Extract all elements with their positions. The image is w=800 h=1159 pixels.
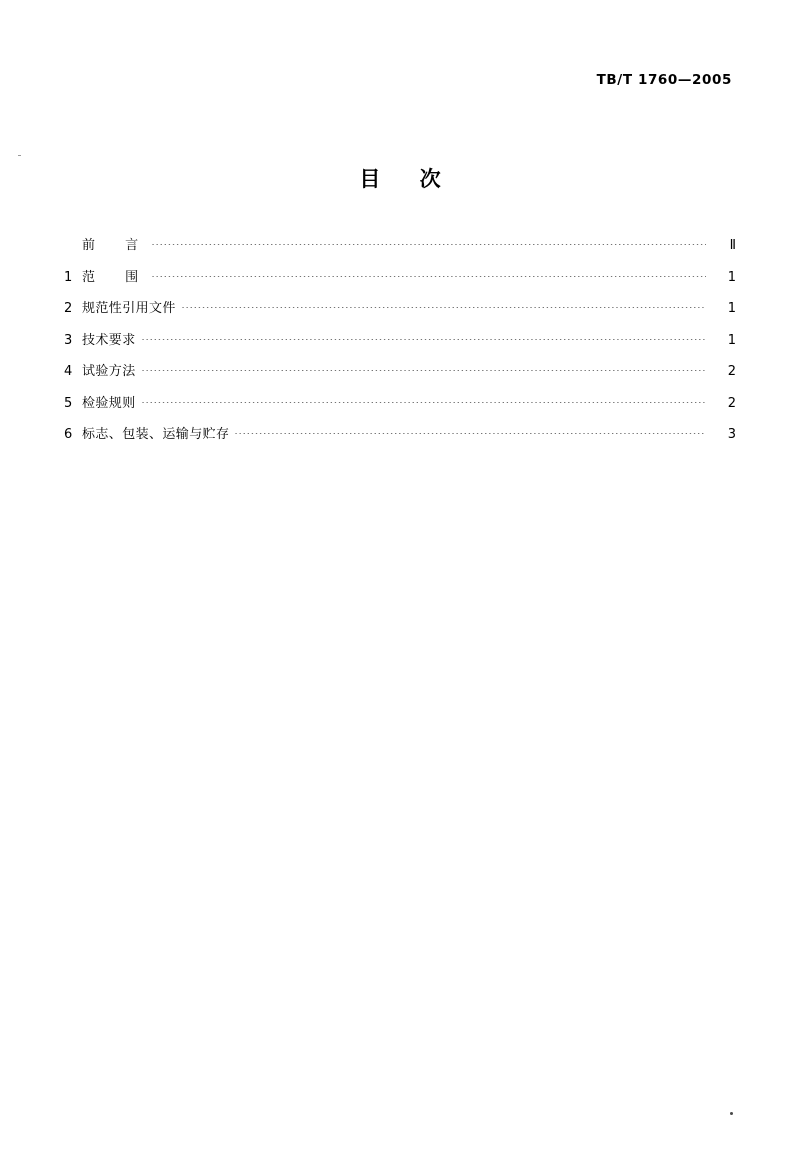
toc-entry-normative-references[interactable] bbox=[64, 299, 736, 315]
toc-entry-label: 前 言 bbox=[82, 238, 152, 253]
toc-entry-page: 1 bbox=[727, 332, 736, 348]
toc-entry-inspection-rules[interactable] bbox=[64, 394, 736, 410]
toc-entry-marking-packaging-transport-storage[interactable] bbox=[64, 425, 736, 441]
toc-entry-scope[interactable] bbox=[64, 268, 736, 284]
toc-entry-test-methods[interactable] bbox=[64, 362, 736, 378]
toc-entry-number: 2 bbox=[64, 301, 73, 316]
page-title: 目 次 bbox=[359, 167, 457, 191]
toc-leader-dots bbox=[141, 394, 706, 407]
toc-leader-dots bbox=[151, 268, 706, 281]
toc-entry-page: 3 bbox=[727, 427, 736, 442]
toc-leader-dots bbox=[181, 299, 706, 312]
toc-leader-dots bbox=[141, 362, 706, 375]
toc-leader-dots bbox=[141, 331, 706, 344]
toc-entry-page: 2 bbox=[727, 395, 736, 411]
toc-entry-number: 3 bbox=[64, 332, 73, 348]
toc-entry-label: 试验方法 bbox=[82, 364, 136, 379]
toc-entry-page: 1 bbox=[727, 269, 736, 285]
toc-entry-number: 6 bbox=[64, 427, 73, 442]
toc-entry-label: 技术要求 bbox=[82, 332, 136, 348]
page-corner-mark bbox=[730, 1112, 733, 1115]
toc-entry-number: 5 bbox=[64, 395, 73, 411]
toc-entry-page: 1 bbox=[727, 301, 736, 316]
page-edge-mark bbox=[18, 155, 21, 156]
toc-entry-preface[interactable] bbox=[64, 236, 736, 252]
toc-entry-label: 范 围 bbox=[82, 269, 152, 285]
toc-entry-page: Ⅱ bbox=[729, 238, 736, 253]
standard-number-header: TB/T 1760—2005 bbox=[596, 72, 732, 88]
toc-entry-label: 规范性引用文件 bbox=[82, 301, 176, 316]
toc-entry-label: 检验规则 bbox=[82, 395, 136, 411]
toc-entry-number: 1 bbox=[64, 269, 73, 285]
toc-entry-page: 2 bbox=[727, 364, 736, 379]
toc-entry-technical-requirements[interactable] bbox=[64, 331, 736, 347]
table-of-contents bbox=[64, 236, 736, 457]
toc-entry-number: 4 bbox=[64, 364, 73, 379]
toc-leader-dots bbox=[151, 236, 706, 249]
toc-leader-dots bbox=[234, 425, 706, 438]
toc-entry-label: 标志、包装、运输与贮存 bbox=[82, 427, 230, 442]
